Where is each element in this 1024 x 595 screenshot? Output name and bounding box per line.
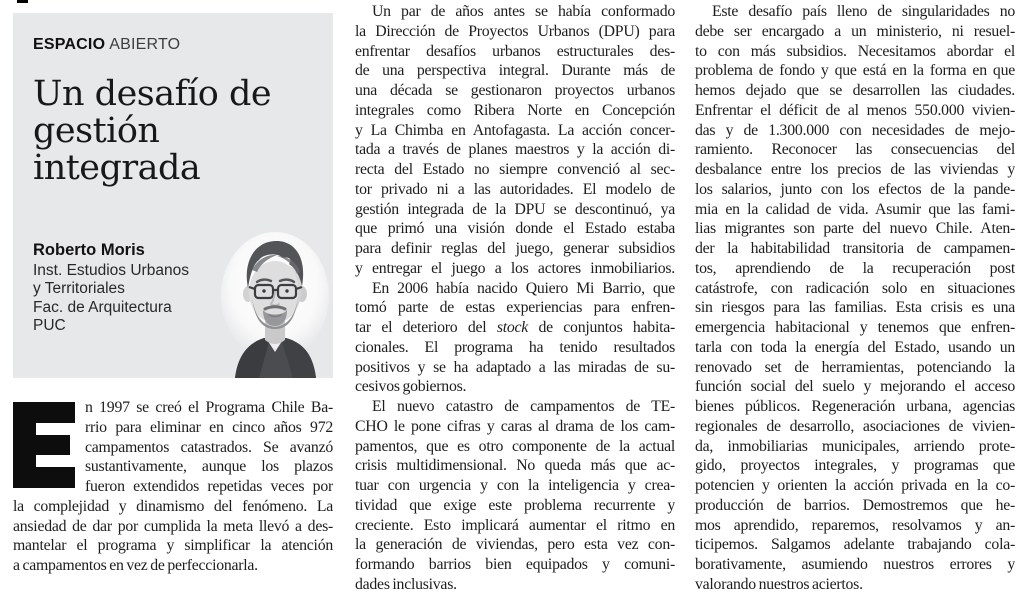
text-line: tomó parte de estas experiencias para enfren- xyxy=(355,299,675,317)
text-line: tar el deterioro del stock de conjuntos habita- xyxy=(355,319,675,336)
text-line: campamentos catastrados. Se avanzó xyxy=(85,438,333,456)
author-affiliation xyxy=(33,262,223,336)
text-line: da, inmobiliarias municipales, arriendo prote- xyxy=(695,437,1015,455)
text-line: gido, proyectos integrales, y programas que xyxy=(695,457,1015,475)
text-line: a campamentos en vez de perfeccionarla. xyxy=(13,557,258,574)
column-left xyxy=(13,0,333,595)
text-line: to con más subsidios. Necesitamos abordar el xyxy=(695,42,1015,60)
text-line: y La Chimba en Antofagasta. La acción concer- xyxy=(355,121,675,139)
text-line: gestión xyxy=(33,111,160,151)
text-line: renovado set de herramientas, potenciando la xyxy=(695,358,1015,376)
text-line: problema de fondo y que está en la forma en que xyxy=(695,62,1015,80)
text-line: Fac. de Arquitectura xyxy=(33,298,172,316)
text-line: mia en la calidad de vida. Asumir que las fami- xyxy=(695,200,1015,218)
text-line: Un desafío de xyxy=(33,74,272,114)
text-line: catástrofe, con radicación solo en situaciones xyxy=(695,279,1015,297)
text-line: bienes públicos. Regeneración urbana, agencias xyxy=(695,398,1015,415)
text-line: Este desafío país lleno de singularidades no xyxy=(712,3,1015,20)
text-line: rrio para eliminar en cinco años 972 xyxy=(85,418,333,436)
text-line: cesivos gobiernos. xyxy=(355,378,467,396)
text-line: positivos y se ha adaptado a las miradas de su- xyxy=(355,358,675,376)
text-line: debe ser encargado a un ministerio, ni resuel- xyxy=(695,22,1015,40)
text-line: sustantivamente, aunque los plazos xyxy=(85,458,333,476)
text-line: recta del Estado no siempre convenció al sec- xyxy=(355,161,675,178)
article-column-2 xyxy=(355,0,675,595)
text-line: sin riesgos para las familias. Esta crisis es una xyxy=(695,299,1015,317)
text-line: la complejidad y dinamismo del fenómeno. La xyxy=(13,497,333,515)
text-line: enfrentar desafíos urbanos estructurales des- xyxy=(355,42,675,60)
text-line: der la habitabilidad transitoria de campamen- xyxy=(695,240,1015,257)
text-line: para definir reglas del juego, generar subsidios xyxy=(355,240,675,257)
text-line: fueron extendidos repetidas veces por xyxy=(85,478,333,495)
text-line: creciente. Esto implicará aumentar el ritmo en xyxy=(355,516,675,534)
text-line: y entregar el juego a los actores inmobiliarios. xyxy=(355,259,675,277)
text-line: lias migrantes son parte del nuevo Chile. Aten- xyxy=(695,220,1015,238)
headline xyxy=(33,76,333,187)
text-line: das y de 1.300.000 con necesidades de mejo- xyxy=(695,121,1015,139)
text-line: ticipemos. Salgamos adelante trabajando cola- xyxy=(695,536,1015,554)
text-line: función social del suelo y mejorando el acceso xyxy=(695,378,1015,396)
author-block xyxy=(33,241,223,336)
author-portrait-icon xyxy=(219,230,331,378)
text-line: tada a través de planes maestros y la acción di- xyxy=(355,141,675,159)
text-line: Inst. Estudios Urbanos xyxy=(33,261,189,279)
text-line: CHO le pone cifras y caras al drama de los cam- xyxy=(355,417,675,435)
text-line: El nuevo catastro de campamentos de TE- xyxy=(372,398,675,415)
text-line: integrada xyxy=(33,148,201,188)
text-line: dades inclusivas. xyxy=(355,575,457,593)
text-line: pamentos, que es otro componente de la actual xyxy=(355,437,675,455)
text-line: potencien y orienten la acción privada en la co- xyxy=(695,477,1015,494)
text-line: borativamente, asumiendo nuestros errores y xyxy=(695,556,1015,573)
article-column-1 xyxy=(13,398,333,576)
text-line: emergencia habitacional y tenemos que enfren- xyxy=(695,319,1015,336)
text-line: la generación de viviendas, pero esta vez con- xyxy=(355,536,675,554)
section-kicker xyxy=(33,36,333,54)
author-name: Roberto Moris xyxy=(33,241,145,259)
text-line: Enfrentar el déficit de al menos 550.000 vivien- xyxy=(695,101,1015,119)
text-line: formando barrios bien equipados y comuni- xyxy=(355,556,675,573)
text-line: regionales de desarrollo, asociaciones de vivien- xyxy=(695,417,1015,435)
text-line: hemos dejado que se desarrollen las ciudades. xyxy=(695,82,1015,99)
text-line: mantelar el programa y simplificar la atención xyxy=(13,537,333,555)
text-line: tuar con urgencia y con la inteligencia y crea- xyxy=(355,477,675,494)
opinion-header-box xyxy=(13,13,333,378)
text-line: integrales como Ribera Norte en Concepción xyxy=(355,101,675,119)
text-line: valorando nuestros aciertos. xyxy=(695,575,863,593)
text-line: producción de barrios. Demostremos que he- xyxy=(695,496,1015,514)
text-line: de una perspectiva integral. Durante más de xyxy=(355,62,675,80)
text-line: los salarios, junto con los efectos de la pande- xyxy=(695,180,1015,198)
text-line: ramiento. Reconocer las consecuencias del xyxy=(695,141,1015,159)
text-line: ansiedad de dar por cumplida la meta llevó a des- xyxy=(13,517,333,535)
text-line: mos aprendido, reparemos, resolvamos y an- xyxy=(695,516,1015,534)
text-line: crisis multidimensional. No queda más que ac- xyxy=(355,457,675,475)
text-line: cionales. El programa ha tenido resultados xyxy=(355,338,675,356)
text-line: tividad que exige este problema recurrente y xyxy=(355,496,675,514)
article-column-3 xyxy=(695,0,1015,595)
text-line: desbalance entre los precios de las viviendas y xyxy=(695,161,1015,178)
text-line: Un par de años antes se había conformado xyxy=(372,3,675,20)
text-line: y Territoriales xyxy=(33,280,125,297)
text-line: la Dirección de Proyectos Urbanos (DPU) para xyxy=(355,22,675,40)
text-line: una década se gestionaron proyectos urbanos xyxy=(355,82,675,99)
text-line: PUC xyxy=(33,317,66,334)
text-line: que primó una visión donde el Estado estaba xyxy=(355,220,675,238)
text-line: tos, aprendiendo de la recuperación post xyxy=(695,259,1015,277)
text-line: tor privado ni a las autoridades. El modelo de xyxy=(355,180,675,198)
text-line: En 2006 había nacido Quiero Mi Barrio, que xyxy=(372,279,675,297)
text-line: tarla con toda la energía del Estado, usando un xyxy=(695,338,1015,356)
section-kicker-light: ABIERTO xyxy=(109,36,181,53)
section-kicker-bold: ESPACIO xyxy=(33,36,106,53)
text-line: n 1997 se creó el Programa Chile Ba- xyxy=(85,399,333,416)
drop-cap-E xyxy=(13,402,75,488)
text-line: gestión integrada de la DPU se descontinuó, ya xyxy=(355,200,675,218)
